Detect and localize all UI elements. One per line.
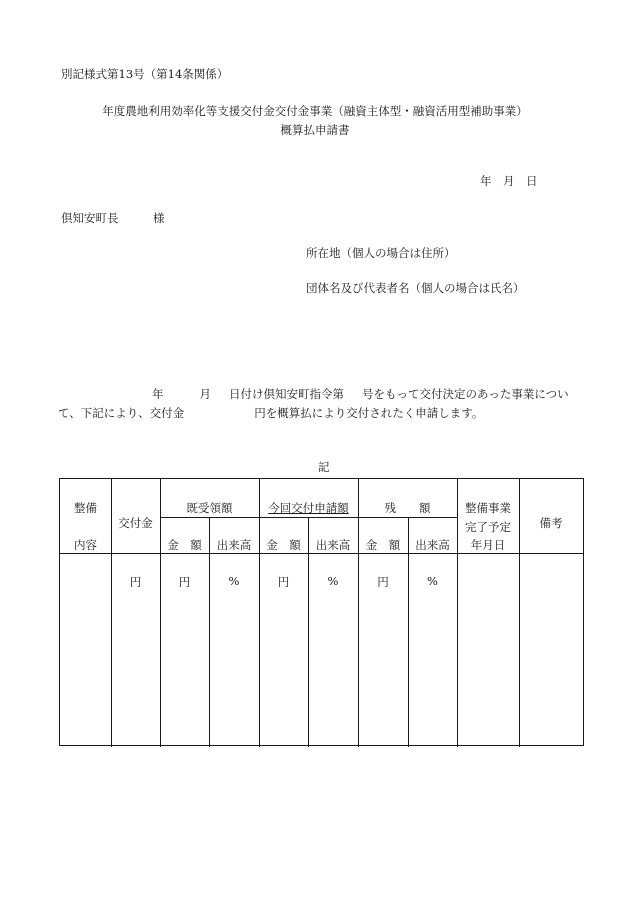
unit-percent-remaining: %: [427, 574, 438, 588]
col-received: 既受領額: [186, 501, 233, 515]
sub-amount-current: 金 額: [266, 538, 301, 552]
sub-progress-current: 出来高: [315, 538, 351, 552]
sub-amount-received: 金 額: [167, 538, 202, 552]
unit-yen-remaining: 円: [377, 575, 389, 589]
month-label: 月: [199, 387, 211, 401]
application-text-d: 円を概算払により交付されたく申請します。: [254, 406, 484, 420]
application-text-line2: [58, 405, 483, 421]
grid-line: [358, 479, 359, 747]
col-completion-3: 年月日: [470, 538, 506, 552]
application-text-line1: [152, 386, 569, 402]
col-content-bottom: 内容: [74, 538, 97, 552]
document-title: 年度農地利用効率化等支援交付金交付金事業（融資主体型・融資活用型補助事業）: [102, 104, 528, 118]
application-text-c: て、下記により、交付金: [58, 406, 185, 420]
col-completion-2: 完了予定: [465, 520, 511, 534]
group-name-label: 団体名及び代表者名（個人の場合は氏名）: [306, 281, 525, 295]
year-label: 年: [152, 387, 164, 401]
unit-yen-grant: 円: [129, 575, 142, 589]
addressee: 倶知安町長 様: [61, 211, 165, 225]
sub-progress-remaining: 出来高: [415, 538, 450, 552]
col-remaining: 残 額: [384, 501, 431, 515]
application-text-a: 日付け倶知安町指令第: [229, 387, 344, 401]
application-text-b: 号をもって交付決定のあった事業につい: [362, 387, 569, 401]
unit-yen-current: 円: [277, 575, 290, 589]
grid-line: [160, 517, 457, 518]
col-notes: 備考: [539, 516, 563, 530]
grid-line: [160, 479, 161, 747]
sub-progress-received: 出来高: [216, 538, 252, 552]
unit-yen-received: 円: [178, 575, 191, 589]
application-table: [59, 478, 584, 746]
address-label: 所在地（個人の場合は住所）: [306, 246, 456, 260]
form-number: 別記様式第13号（第14条関係）: [61, 67, 229, 81]
date-line: 年 月 日: [480, 174, 538, 188]
col-content-top: 整備: [74, 501, 97, 515]
unit-percent-received: %: [228, 574, 240, 588]
grid-line: [60, 553, 583, 554]
sub-amount-remaining: 金 額: [365, 538, 401, 552]
col-completion-1: 整備事業: [465, 501, 511, 515]
grid-line: [259, 479, 260, 747]
document-subtitle: 概算払申請書: [280, 123, 350, 137]
ki-heading: 記: [318, 460, 330, 474]
unit-percent-current: %: [327, 574, 339, 588]
col-grant: 交付金: [118, 516, 153, 530]
col-current-request: 今回交付申請額: [268, 501, 349, 515]
